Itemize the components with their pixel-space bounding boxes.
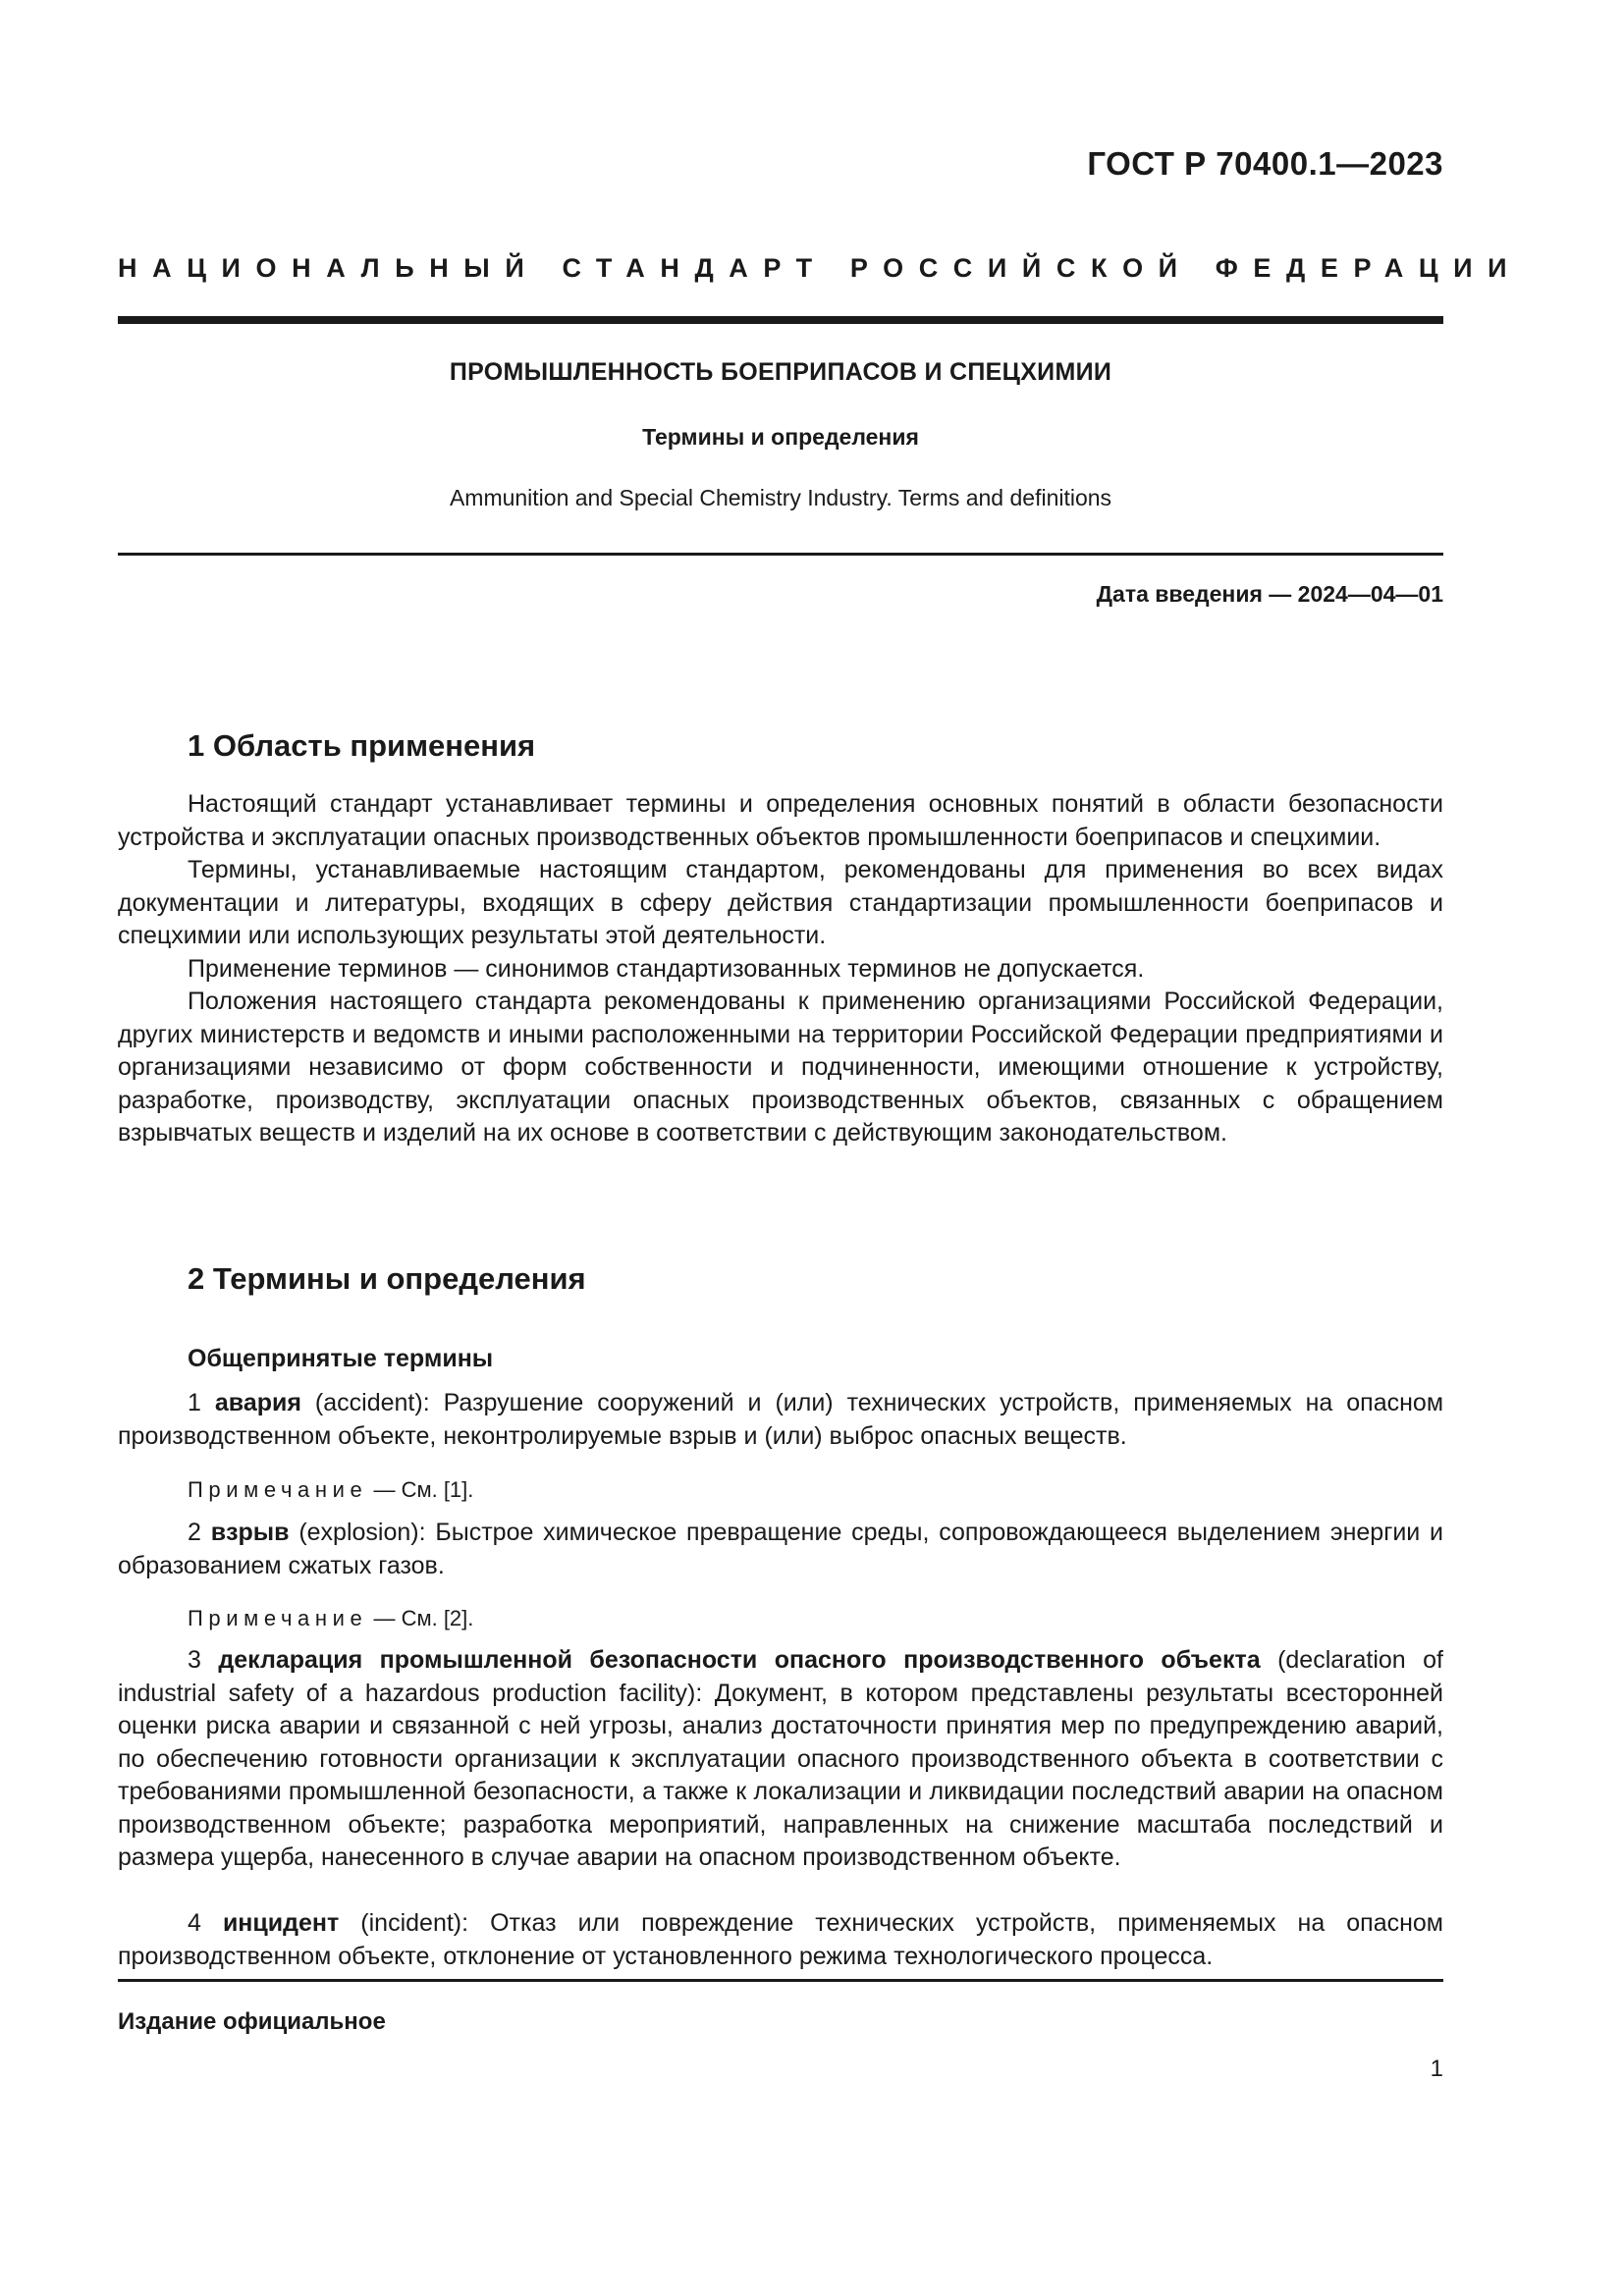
- term-number: 4: [188, 1909, 201, 1937]
- term-definition: (declaration of industrial safety of a hazardous production facility): Документ, в котором представлены результаты всесторонней оценки риска аварии и связанной с ней угрозы, анализ достаточности принятия мер по предупреждению аварий, по обеспечению готовности организации к эксплуатации опасного производственного объекта в соответствии с требованиями промышленной безопасности, а также к локализации и ликвидации последствий аварии на опасном производственном объекте; разработка мероприятий, направленных на снижение масштаба последствий и размера ущерба, нанесенного в случае аварии на опасном производственном объекте.: [118, 1646, 1443, 1871]
- terms-subheading: Общепринятые термины: [188, 1345, 494, 1372]
- paragraph: Настоящий стандарт устанавливает термины и определения основных понятий в области безопасности устройства и эксплуатации опасных производственных объектов промышленности боеприпасов и спецхимии.: [118, 790, 1443, 851]
- paragraph: Применение терминов — синонимов стандартизованных терминов не допускается.: [188, 954, 1145, 983]
- term-note: [188, 1477, 473, 1503]
- note-label: Примечание: [188, 1477, 368, 1502]
- term-entry-declaration: [118, 1644, 1443, 1875]
- header-rule: [118, 316, 1443, 324]
- official-edition-label: Издание официальное: [118, 2008, 386, 2035]
- term-word: взрыв: [210, 1519, 290, 1546]
- paragraph: Термины, устанавливаемые настоящим стандартом, рекомендованы для применения во всех видах документации и литературы, входящих в сферу действия стандартизации промышленности боеприпасов и спецхимии или использующих результаты этой деятельности.: [118, 856, 1443, 949]
- section-heading-scope: 1 Область применения: [188, 728, 536, 763]
- paragraph: Положения настоящего стандарта рекомендованы к применению организациями Российской Федерации, других министерств и ведомств и иными расположенными на территории Российской Федерации предприятиями и организациями независимо от форм собственности и подчиненности, имеющими отношение к устройству, разработке, производству, эксплуатации опасных производственных объектов, связанных с обращением взрывчатых веществ и изделий на их основе в соответствии с действующим законодательством.: [118, 988, 1443, 1147]
- note-label: Примечание: [188, 1606, 368, 1630]
- term-entry-accident: [118, 1387, 1443, 1453]
- national-standard-banner: НАЦИОНАЛЬНЫЙ СТАНДАРТ РОССИЙСКОЙ ФЕДЕРАЦИИ: [118, 253, 1523, 283]
- section-heading-terms: 2 Термины и определения: [188, 1261, 586, 1296]
- document-code: ГОСТ Р 70400.1—2023: [1087, 145, 1443, 182]
- term-definition: (explosion): Быстрое химическое превращение среды, сопровождающееся выделением энергии и образованием сжатых газов.: [118, 1519, 1444, 1579]
- footer-rule: [118, 1979, 1443, 1982]
- term-definition: (accident): Разрушение сооружений и (или) технических устройств, применяемых на опасном производственном объекте, неконтролируемые взрыв и (или) выброс опасных веществ.: [118, 1389, 1444, 1450]
- document-title-english: Ammunition and Special Chemistry Industry. Terms and definitions: [449, 485, 1112, 510]
- term-definition: (incident): Отказ или повреждение технических устройств, применяемых на опасном производственном объекте, отклонение от установленного режима технологического процесса.: [118, 1909, 1443, 1970]
- term-word: декларация промышленной безопасности опасного производственного объекта: [218, 1646, 1261, 1674]
- note-text: — См. [2].: [373, 1606, 474, 1630]
- document-subtitle: Термины и определения: [642, 424, 919, 450]
- term-word: авария: [214, 1389, 301, 1416]
- term-entry-incident: [118, 1907, 1443, 1973]
- term-number: 2: [188, 1519, 201, 1546]
- term-number: 1: [188, 1389, 201, 1416]
- document-page: [118, 0, 1523, 2296]
- note-text: — См. [1].: [373, 1477, 474, 1502]
- section-scope-body: [118, 788, 1443, 1150]
- term-note: [188, 1606, 473, 1631]
- document-title: ПРОМЫШЛЕННОСТЬ БОЕПРИПАСОВ И СПЕЦХИМИИ: [449, 358, 1112, 386]
- term-word: инцидент: [222, 1909, 340, 1937]
- term-number: 3: [188, 1646, 201, 1674]
- introduction-date: Дата введения — 2024—04—01: [1096, 581, 1443, 607]
- title-rule: [118, 553, 1443, 556]
- term-entry-explosion: [118, 1517, 1443, 1582]
- page-number: 1: [1430, 2056, 1443, 2082]
